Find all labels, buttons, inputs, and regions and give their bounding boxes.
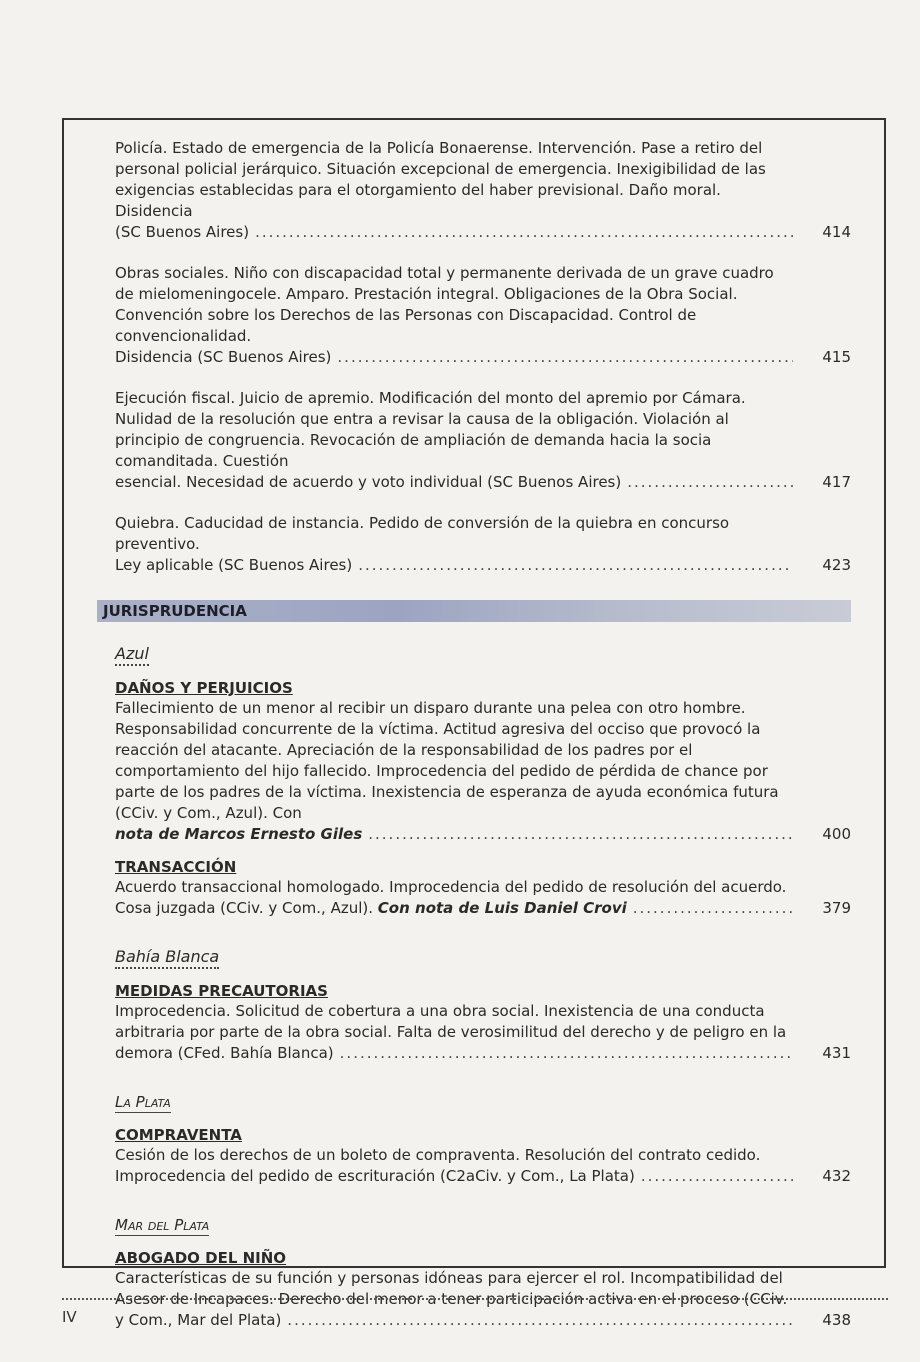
entry-last-text: y Com., Mar del Plata) — [115, 1311, 282, 1329]
entry-last-line — [115, 898, 851, 919]
entry-text: Cesión de los derechos de un boleto de compraventa. Resolución del contrato cedido. — [115, 1146, 761, 1164]
leader-dots — [368, 824, 793, 845]
topic-heading: TRANSACCIÓN — [115, 858, 237, 876]
entry-text: Quiebra. Caducidad de instancia. Pedido de conversión de la quiebra en concurso preventivo. — [115, 514, 730, 553]
entry-last-line — [115, 347, 851, 368]
entry-text: Acuerdo transaccional homologado. Improcedencia del pedido de resolución del acuerdo. — [115, 878, 787, 896]
index-entry — [115, 138, 851, 243]
index-entry — [115, 1001, 851, 1064]
page-ref: 438 — [822, 1311, 851, 1329]
leader-dots — [641, 1166, 793, 1187]
index-entry — [115, 877, 851, 919]
entry-text: Características de su función y personas idóneas para ejercer el rol. Incompatibilidad del Asesor de Incapaces. Derecho del menor a tener participación activa en el proceso (CCiv. — [115, 1269, 788, 1308]
page-ref: 432 — [822, 1167, 851, 1185]
court-heading: Mar del Plata — [115, 1216, 210, 1234]
entry-text: Obras sociales. Niño con discapacidad total y permanente derivada de un grave cuadro de mielomeningocele. Amparo. Prestación integral. Obligaciones de la Obra Social. Convención sobre los Derechos de las Personas con Discapacidad. Control de convencionalidad. — [115, 264, 774, 345]
court-heading: Bahía Blanca — [115, 947, 219, 969]
leader-dots — [627, 472, 793, 493]
page-ref: 379 — [822, 899, 851, 917]
index-entry — [115, 513, 851, 576]
entry-last-text: demora (CFed. Bahía Blanca) — [115, 1044, 334, 1062]
note-author: Con nota de Luis Daniel Crovi — [377, 899, 627, 917]
page-ref: 431 — [822, 1044, 851, 1062]
index-content — [103, 138, 851, 1337]
sumario-list — [115, 138, 851, 576]
topic-heading: MEDIDAS PRECAUTORIAS — [115, 982, 328, 1000]
page-ref: 417 — [822, 473, 851, 491]
topic-heading: COMPRAVENTA — [115, 1126, 242, 1144]
section-heading: JURISPRUDENCIA — [97, 600, 851, 622]
leader-dots — [287, 1310, 793, 1331]
index-entry — [115, 388, 851, 493]
entry-last-line — [115, 824, 851, 845]
entry-last-line — [115, 1310, 851, 1331]
topic-heading: DAÑOS Y PERJUICIOS — [115, 679, 293, 697]
entry-last-line — [115, 472, 851, 493]
footer-rule — [62, 1298, 888, 1300]
entry-last-text: Disidencia (SC Buenos Aires) — [115, 348, 332, 366]
topic-heading: ABOGADO DEL NIÑO — [115, 1249, 287, 1267]
entry-text: Improcedencia. Solicitud de cobertura a una obra social. Inexistencia de una conducta arbitraria por parte de la obra social. Falta de verosimilitud del derecho y de peligro en la — [115, 1002, 787, 1041]
entry-last-text: Improcedencia del pedido de escrituración (C2aCiv. y Com., La Plata) — [115, 1167, 635, 1185]
leader-dots — [633, 898, 793, 919]
court-heading: Azul — [115, 644, 149, 666]
entry-text: Fallecimiento de un menor al recibir un disparo durante una pelea con otro hombre. Responsabilidad concurrente de la víctima. Actitud agresiva del occiso que provocó la reacción del atacante. Apreciación de la responsabilidad de los padres por el comportamiento del hijo fallecido. Improcedencia del pedido de pérdida de chance por parte de los padres de la víctima. Inexistencia de esperanza de ayuda económica futura (CCiv. y Com., Azul). Con — [115, 699, 779, 822]
leader-dots — [358, 555, 793, 576]
entry-last-text — [115, 824, 362, 845]
entry-last-plain: Cosa juzgada (CCiv. y Com., Azul). — [115, 899, 378, 917]
page-ref: 423 — [822, 556, 851, 574]
page-ref: 400 — [822, 825, 851, 843]
page-ref: 415 — [822, 348, 851, 366]
index-entry — [115, 1145, 851, 1187]
note-author: nota de Marcos Ernesto Giles — [115, 825, 363, 843]
entry-last-text: (SC Buenos Aires) — [115, 223, 250, 241]
leader-dots — [337, 347, 793, 368]
page-number: IV — [62, 1308, 77, 1326]
entry-last-line — [115, 1043, 851, 1064]
leader-dots — [340, 1043, 793, 1064]
entry-last-line — [115, 222, 851, 243]
page-ref: 414 — [822, 223, 851, 241]
entry-text: Ejecución fiscal. Juicio de apremio. Modificación del monto del apremio por Cámara. Nulidad de la resolución que entra a revisar la causa de la obligación. Violación al principio de congruencia. Revocación de ampliación de demanda hacia la socia comanditada. Cuestión — [115, 389, 746, 470]
entry-last-line — [115, 555, 851, 576]
entry-last-line — [115, 1166, 851, 1187]
leader-dots — [255, 222, 793, 243]
court-heading: La Plata — [115, 1093, 171, 1111]
entry-text: Policía. Estado de emergencia de la Policía Bonaerense. Intervención. Pase a retiro del personal policial jerárquico. Situación excepcional de emergencia. Inexigibilidad de las exigencias establecidas para el otorgamiento del haber previsional. Daño moral. Disidencia — [115, 139, 766, 220]
entry-last-text: esencial. Necesidad de acuerdo y voto individual (SC Buenos Aires) — [115, 473, 622, 491]
entry-last-text — [115, 898, 627, 919]
entry-last-text: Ley aplicable (SC Buenos Aires) — [115, 556, 353, 574]
index-entry — [115, 698, 851, 845]
index-entry — [115, 263, 851, 368]
